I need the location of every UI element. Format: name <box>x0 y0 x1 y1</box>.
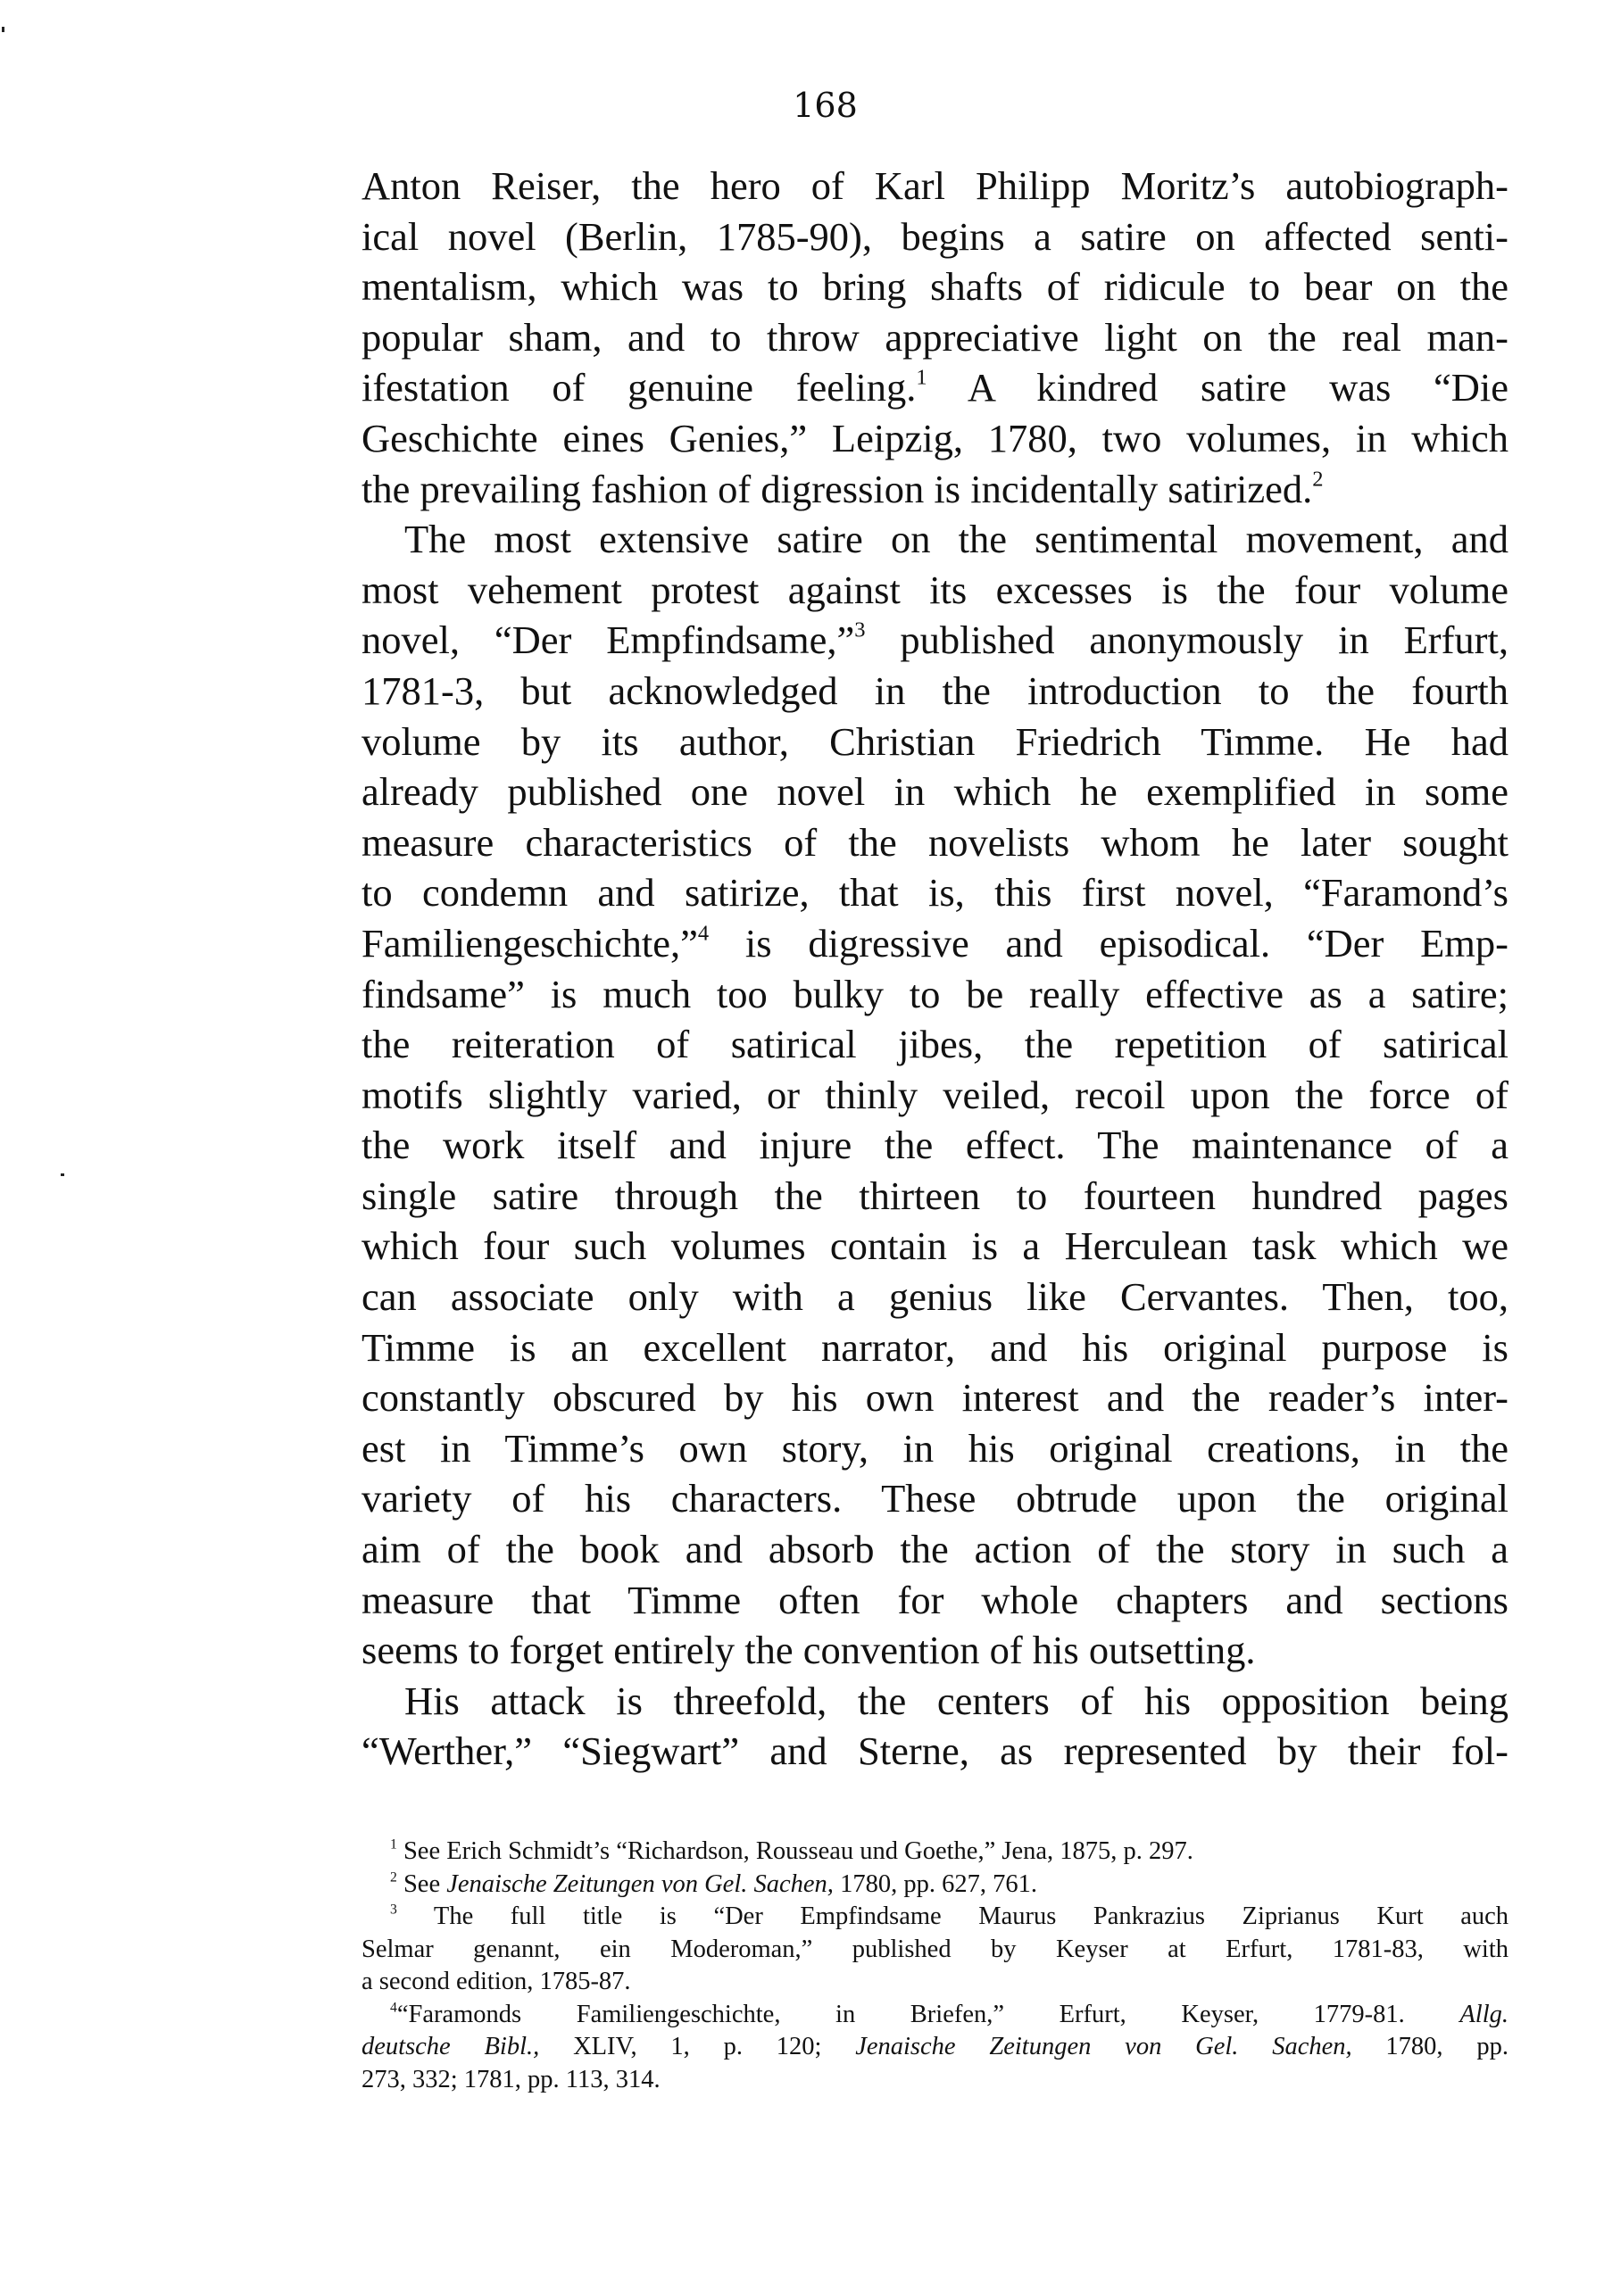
scan-speck <box>2 27 4 32</box>
text-line: the work itself and injure the effect. The maintenance of a <box>362 1123 1508 1168</box>
text-line: Timme is an excellent narrator, and his original purpose is <box>362 1324 1508 1370</box>
page-number: 168 <box>793 86 858 125</box>
text-line: to condemn and satirize, that is, this first novel, “Faramond’s <box>362 870 1508 916</box>
text-line: most vehement protest against its excesses is the four volume <box>362 567 1508 612</box>
text-line: Anton Reiser, the hero of Karl Philipp Moritz’s autobiograph- <box>362 163 1508 208</box>
footnotes <box>362 1836 1508 2096</box>
text-line: constantly obscured by his own interest and the reader’s inter- <box>362 1375 1508 1421</box>
text-line: volume by its author, Christian Friedrich Timme. He had <box>362 718 1508 764</box>
text-line: motifs slightly varied, or thinly veiled, recoil upon the force of <box>362 1072 1508 1117</box>
text-line: the reiteration of satirical jibes, the repetition of satirical <box>362 1022 1508 1067</box>
text-line: can associate only with a genius like Cervantes. Then, too, <box>362 1274 1508 1320</box>
text-line: est in Timme’s own story, in his original creations, in the <box>362 1425 1508 1471</box>
text-line: single satire through the thirteen to fourteen hundred pages <box>362 1173 1508 1218</box>
text-line: popular sham, and to throw appreciative light on the real man- <box>362 314 1508 360</box>
paragraph-start-line: The most extensive satire on the sentimental movement, and <box>404 517 1508 562</box>
scan-speck <box>61 1173 64 1176</box>
text-line: measure that Timme often for whole chapters and sections <box>362 1577 1508 1622</box>
text-line: the prevailing fashion of digression is incidentally satirized.$^2$ <box>362 466 1324 511</box>
footnote-4-cont: 273, 332; 1781, pp. 113, 314. <box>362 2065 661 2093</box>
text-line: measure characteristics of the novelists whom he later sought <box>362 819 1508 865</box>
footnote-3-cont: a second edition, 1785-87. <box>362 1968 631 1995</box>
text-line: mentalism, which was to bring shafts of ridicule to bear on the <box>362 264 1508 310</box>
text-line: ical novel (Berlin, 1785-90), begins a satire on affected senti- <box>362 213 1508 259</box>
footnote-2: $^2$ See Jenaische Zeitungen von Gel. Sachen, 1780, pp. 627, 761. <box>390 1869 1037 1898</box>
footnote-ref-4[interactable]: 4 <box>697 921 710 946</box>
body-text <box>362 161 1508 1777</box>
footnote-ref-1[interactable]: 1 <box>916 366 927 391</box>
footnote-4-cont: deutsche Bibl., XLIV, 1, p. 120; Jenaische Zeitungen von Gel. Sachen, 1780, pp. <box>362 2033 1508 2060</box>
text-line: findsame” is much too bulky to be really effective as a satire; <box>362 971 1508 1016</box>
footnote-1: $^1$ See Erich Schmidt’s “Richardson, Rousseau und Goethe,” Jena, 1875, p. 297. <box>390 1836 1193 1865</box>
text-line: variety of his characters. These obtrude upon the original <box>362 1476 1508 1521</box>
paragraph-start-line: His attack is threefold, the centers of his opposition being <box>404 1678 1508 1723</box>
text-line: already published one novel in which he exemplified in some <box>362 769 1508 815</box>
text-line: novel, “Der Empfindsame,”$^3$ published anonymously in Erfurt, <box>362 618 1508 663</box>
text-line: Familiengeschichte,”$^4$ is digressive and episodical. “Der Emp- <box>362 920 1508 966</box>
footnote-ref-2[interactable]: 2 <box>1312 467 1324 492</box>
text-line: which four such volumes contain is a Herculean task which we <box>362 1223 1508 1269</box>
text-line: aim of the book and absorb the action of the story in such a <box>362 1527 1508 1572</box>
text-line: “Werther,” “Siegwart” and Sterne, as represented by their fol- <box>362 1728 1508 1774</box>
text-line: seems to forget entirely the convention of his outsetting. <box>362 1628 1256 1673</box>
footnote-3-cont: Selmar genannt, ein Moderoman,” published by Keyser at Erfurt, 1781-83, with <box>362 1935 1508 1963</box>
text-line: ifestation of genuine feeling.$^1$ A kindred satire was “Die <box>362 365 1509 410</box>
footnote-ref-3[interactable]: 3 <box>854 618 866 642</box>
text-line: 1781-3, but acknowledged in the introduction to the fourth <box>362 667 1508 713</box>
text-line: Geschichte eines Genies,” Leipzig, 1780, two volumes, in which <box>362 415 1508 460</box>
footnote-4: $^4$“Faramonds Familiengeschichte, in Briefen,” Erfurt, Keyser, 1779-81. Allg. <box>390 1999 1508 2028</box>
footnote-3: $^3$ The full title is “Der Empfindsame Maurus Pankrazius Ziprianus Kurt auch <box>390 1902 1508 1930</box>
